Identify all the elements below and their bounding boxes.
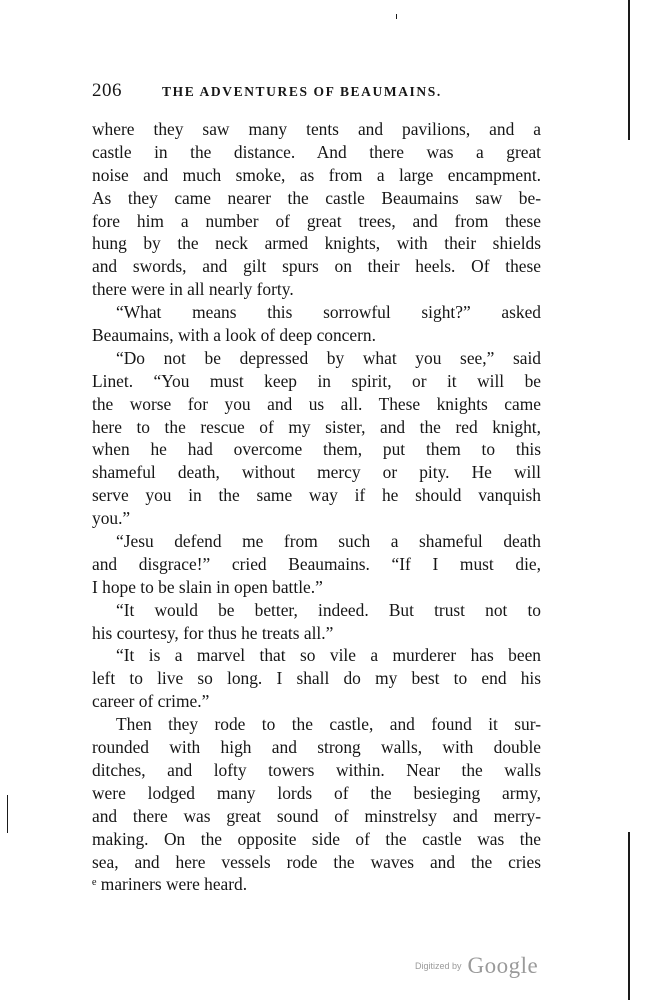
text-line: “It would be better, indeed. But trust not to — [116, 599, 541, 620]
page-number: 206 — [92, 80, 122, 101]
text-line: Beaumains, with a look of deep concern. — [92, 325, 376, 346]
text-line: noise and much smoke, as from a large encampment. — [92, 164, 541, 185]
text-line: “It is a marvel that so vile a murderer has been — [116, 645, 541, 666]
scan-edge-line-right — [628, 0, 630, 140]
digitized-by-google-watermark — [415, 953, 538, 979]
text-line: “What means this sorrowful sight?” asked — [116, 302, 541, 323]
text-line: and swords, and gilt spurs on their heels. Of these — [92, 256, 541, 277]
text-line: here to the rescue of my sister, and the red knight, — [92, 416, 541, 437]
text-line: making. On the opposite side of the castle was the — [92, 828, 541, 849]
text-line: career of crime.” — [92, 691, 210, 712]
text-line: the worse for you and us all. These knights came — [92, 393, 541, 414]
watermark-prefix: Digitized by — [415, 961, 462, 971]
page-header — [92, 78, 542, 104]
text-line: there were in all nearly forty. — [92, 279, 294, 300]
text-line: when he had overcome them, put them to this — [92, 439, 541, 460]
text-line: ditches, and lofty towers within. Near the walls — [92, 759, 541, 780]
text-line: and there was great sound of minstrelsy and merry- — [92, 805, 541, 826]
body-text — [92, 118, 541, 896]
text-line: As they came nearer the castle Beaumains saw be- — [92, 187, 541, 208]
text-line: where they saw many tents and pavilions, and a — [92, 119, 541, 139]
running-title: THE ADVENTURES OF BEAUMAINS. — [162, 84, 442, 99]
scan-speck — [396, 14, 397, 19]
text-line: left to live so long. I shall do my best to end his — [92, 668, 541, 689]
text-line: Then they rode to the castle, and found it sur- — [116, 714, 541, 735]
text-line: hung by the neck armed knights, with their shields — [92, 233, 541, 254]
text-line: “Jesu defend me from such a shameful death — [116, 531, 541, 552]
text-line: sea, and here vessels rode the waves and the cries — [92, 851, 541, 872]
text-line: and disgrace!” cried Beaumains. “If I must die, — [92, 553, 541, 574]
scan-edge-line-right-lower — [628, 832, 630, 1000]
text-line: his courtesy, for thus he treats all.” — [92, 622, 334, 643]
text-line: castle in the distance. And there was a great — [92, 141, 541, 162]
text-line: serve you in the same way if he should vanquish — [92, 485, 541, 506]
text-line: ᵉ mariners were heard. — [92, 874, 248, 895]
text-line: you.” — [92, 508, 131, 529]
scan-edge-line-left — [7, 795, 8, 833]
text-line: rounded with high and strong walls, with double — [92, 737, 541, 758]
watermark-brand: Google — [467, 953, 539, 978]
text-line: were lodged many lords of the besieging army, — [92, 782, 541, 803]
text-line: fore him a number of great trees, and from these — [92, 210, 541, 231]
text-line: I hope to be slain in open battle.” — [92, 576, 323, 597]
text-line: shameful death, without mercy or pity. He will — [92, 462, 541, 483]
text-line: “Do not be depressed by what you see,” said — [116, 347, 541, 368]
text-line: Linet. “You must keep in spirit, or it will be — [92, 370, 541, 391]
